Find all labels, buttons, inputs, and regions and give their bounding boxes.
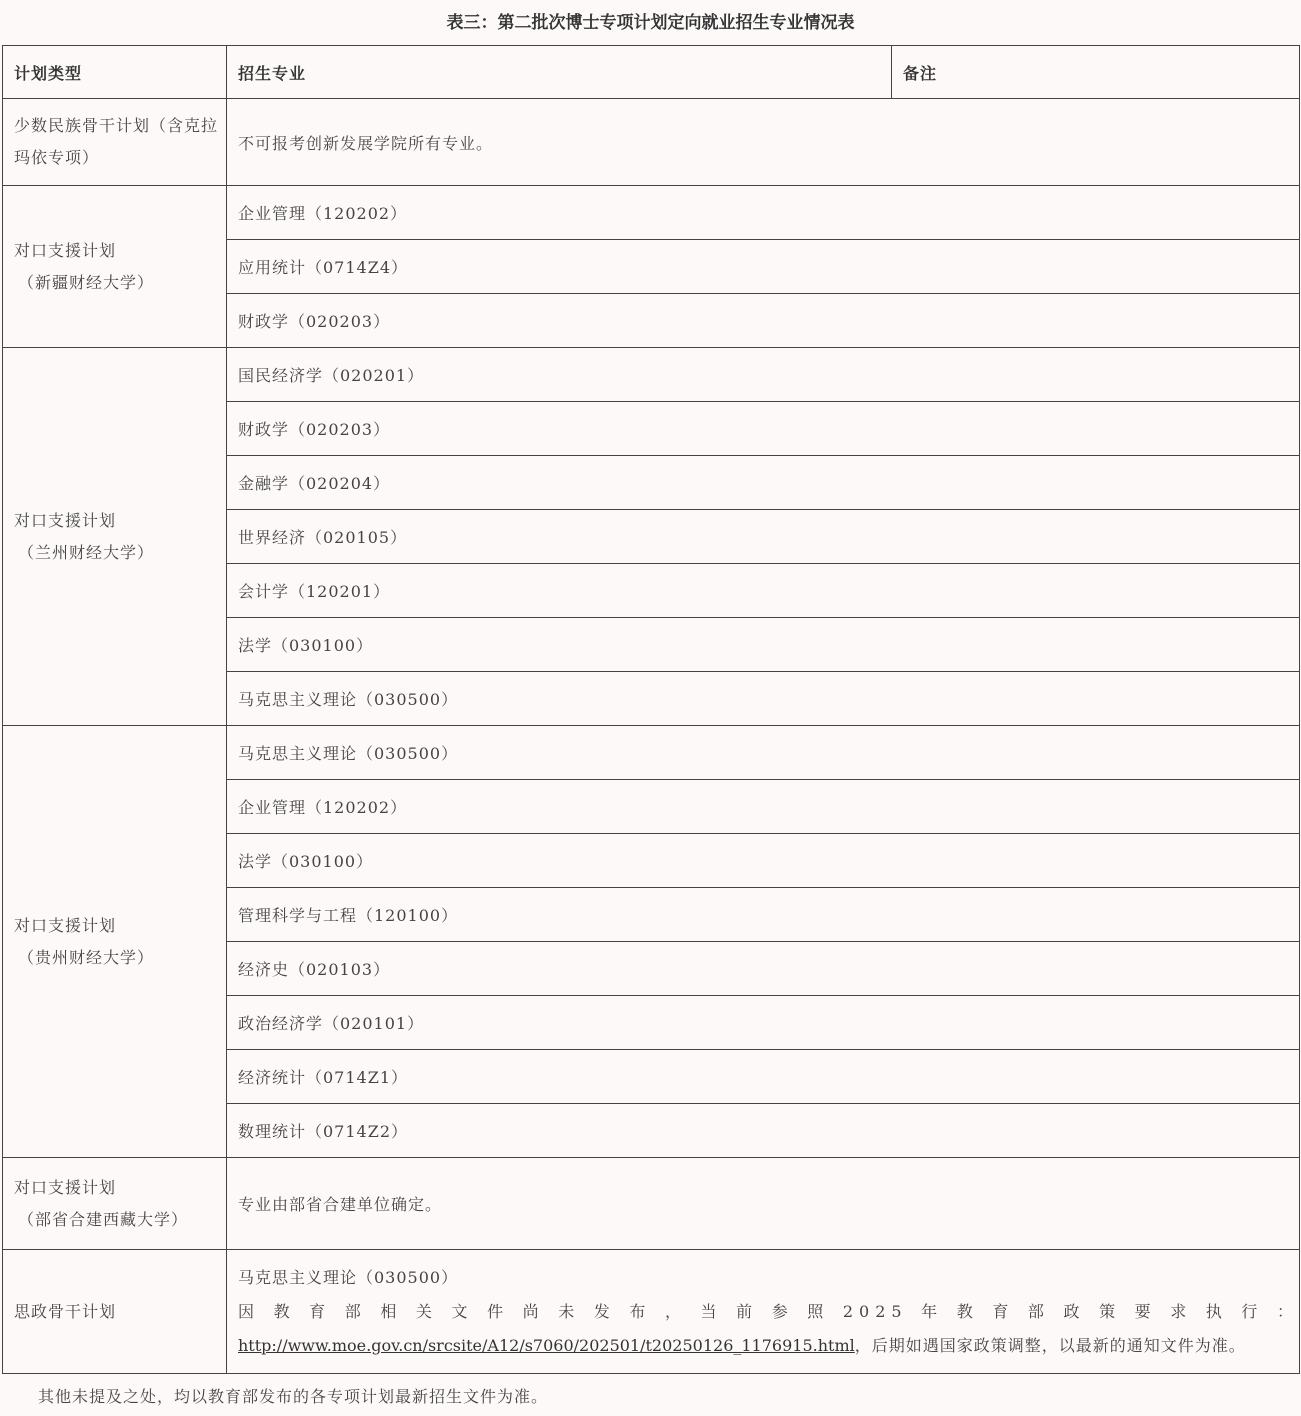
major-cell: 马克思主义理论（030500）	[227, 672, 1300, 726]
major-note-cell: 专业由部省合建单位确定。	[227, 1158, 1300, 1250]
plan-type-university: （新疆财经大学）	[18, 272, 155, 292]
major-cell: 财政学（020203）	[227, 294, 1300, 348]
major-cell: 世界经济（020105）	[227, 510, 1300, 564]
major-cell: 财政学（020203）	[227, 402, 1300, 456]
major-cell: 政治经济学（020101）	[227, 996, 1300, 1050]
major-cell: 应用统计（0714Z4）	[227, 240, 1300, 294]
plan-type-name: 对口支援计划	[14, 510, 117, 530]
major-cell: 经济史（020103）	[227, 942, 1300, 996]
major-note-cell: 不可报考创新发展学院所有专业。	[227, 99, 1300, 186]
major-cell: 企业管理（120202）	[227, 186, 1300, 240]
major-cell: 法学（030100）	[227, 618, 1300, 672]
plan-type-university: （贵州财经大学）	[18, 947, 155, 967]
plan-type-name: 对口支援计划	[14, 1177, 117, 1197]
header-major: 招生专业	[227, 46, 892, 99]
plan-type-cell	[3, 186, 227, 348]
table-row	[3, 726, 1300, 780]
plan-type-name: 思政骨干计划	[14, 1301, 117, 1321]
page-title: 表三：第二批次博士专项计划定向就业招生专业情况表	[446, 13, 855, 33]
table-row	[3, 99, 1300, 186]
table-row	[3, 1158, 1300, 1250]
plan-type-university: （部省合建西藏大学）	[18, 1209, 189, 1229]
plan-type-cell	[3, 1158, 227, 1250]
major-cell: 金融学（020204）	[227, 456, 1300, 510]
major-cell: 国民经济学（020201）	[227, 348, 1300, 402]
major-notice-cell	[227, 1250, 1300, 1374]
policy-notice: 因教育部相关文件尚未发布，当前参照2025年教育部政策要求执行：	[238, 1301, 1299, 1321]
major-cell: 马克思主义理论（030500）	[227, 726, 1300, 780]
plan-type-cell	[3, 1250, 227, 1374]
table-row	[3, 186, 1300, 240]
plan-type-cell	[3, 99, 227, 186]
moe-policy-link[interactable]: http://www.moe.gov.cn/srcsite/A12/s7060/202501/t20250126_1176915.html	[238, 1335, 855, 1355]
table-row	[3, 348, 1300, 402]
major-cell: 经济统计（0714Z1）	[227, 1050, 1300, 1104]
header-plan-type: 计划类型	[3, 46, 227, 99]
plan-type-university: （兰州财经大学）	[18, 542, 155, 562]
major-cell: 数理统计（0714Z2）	[227, 1104, 1300, 1158]
plan-type-name: 对口支援计划	[14, 915, 117, 935]
plan-type-cell	[3, 726, 227, 1158]
major-cell: 会计学（120201）	[227, 564, 1300, 618]
major-cell: 法学（030100）	[227, 834, 1300, 888]
policy-notice-tail: ，后期如遇国家政策调整，以最新的通知文件为准。	[854, 1335, 1246, 1355]
plan-type-name: 少数民族骨干计划（含克拉玛依专项）	[14, 116, 219, 167]
table-row	[3, 1250, 1300, 1374]
major-cell: 企业管理（120202）	[227, 780, 1300, 834]
major-cell: 管理科学与工程（120100）	[227, 888, 1300, 942]
plan-table	[2, 45, 1300, 1374]
footer-note: 其他未提及之处，均以教育部发布的各专项计划最新招生文件为准。	[38, 1387, 549, 1406]
major-name: 马克思主义理论（030500）	[238, 1267, 459, 1287]
table-header-row	[3, 46, 1300, 99]
header-remark: 备注	[892, 46, 1300, 99]
plan-type-cell	[3, 348, 227, 726]
plan-type-name: 对口支援计划	[14, 240, 117, 260]
